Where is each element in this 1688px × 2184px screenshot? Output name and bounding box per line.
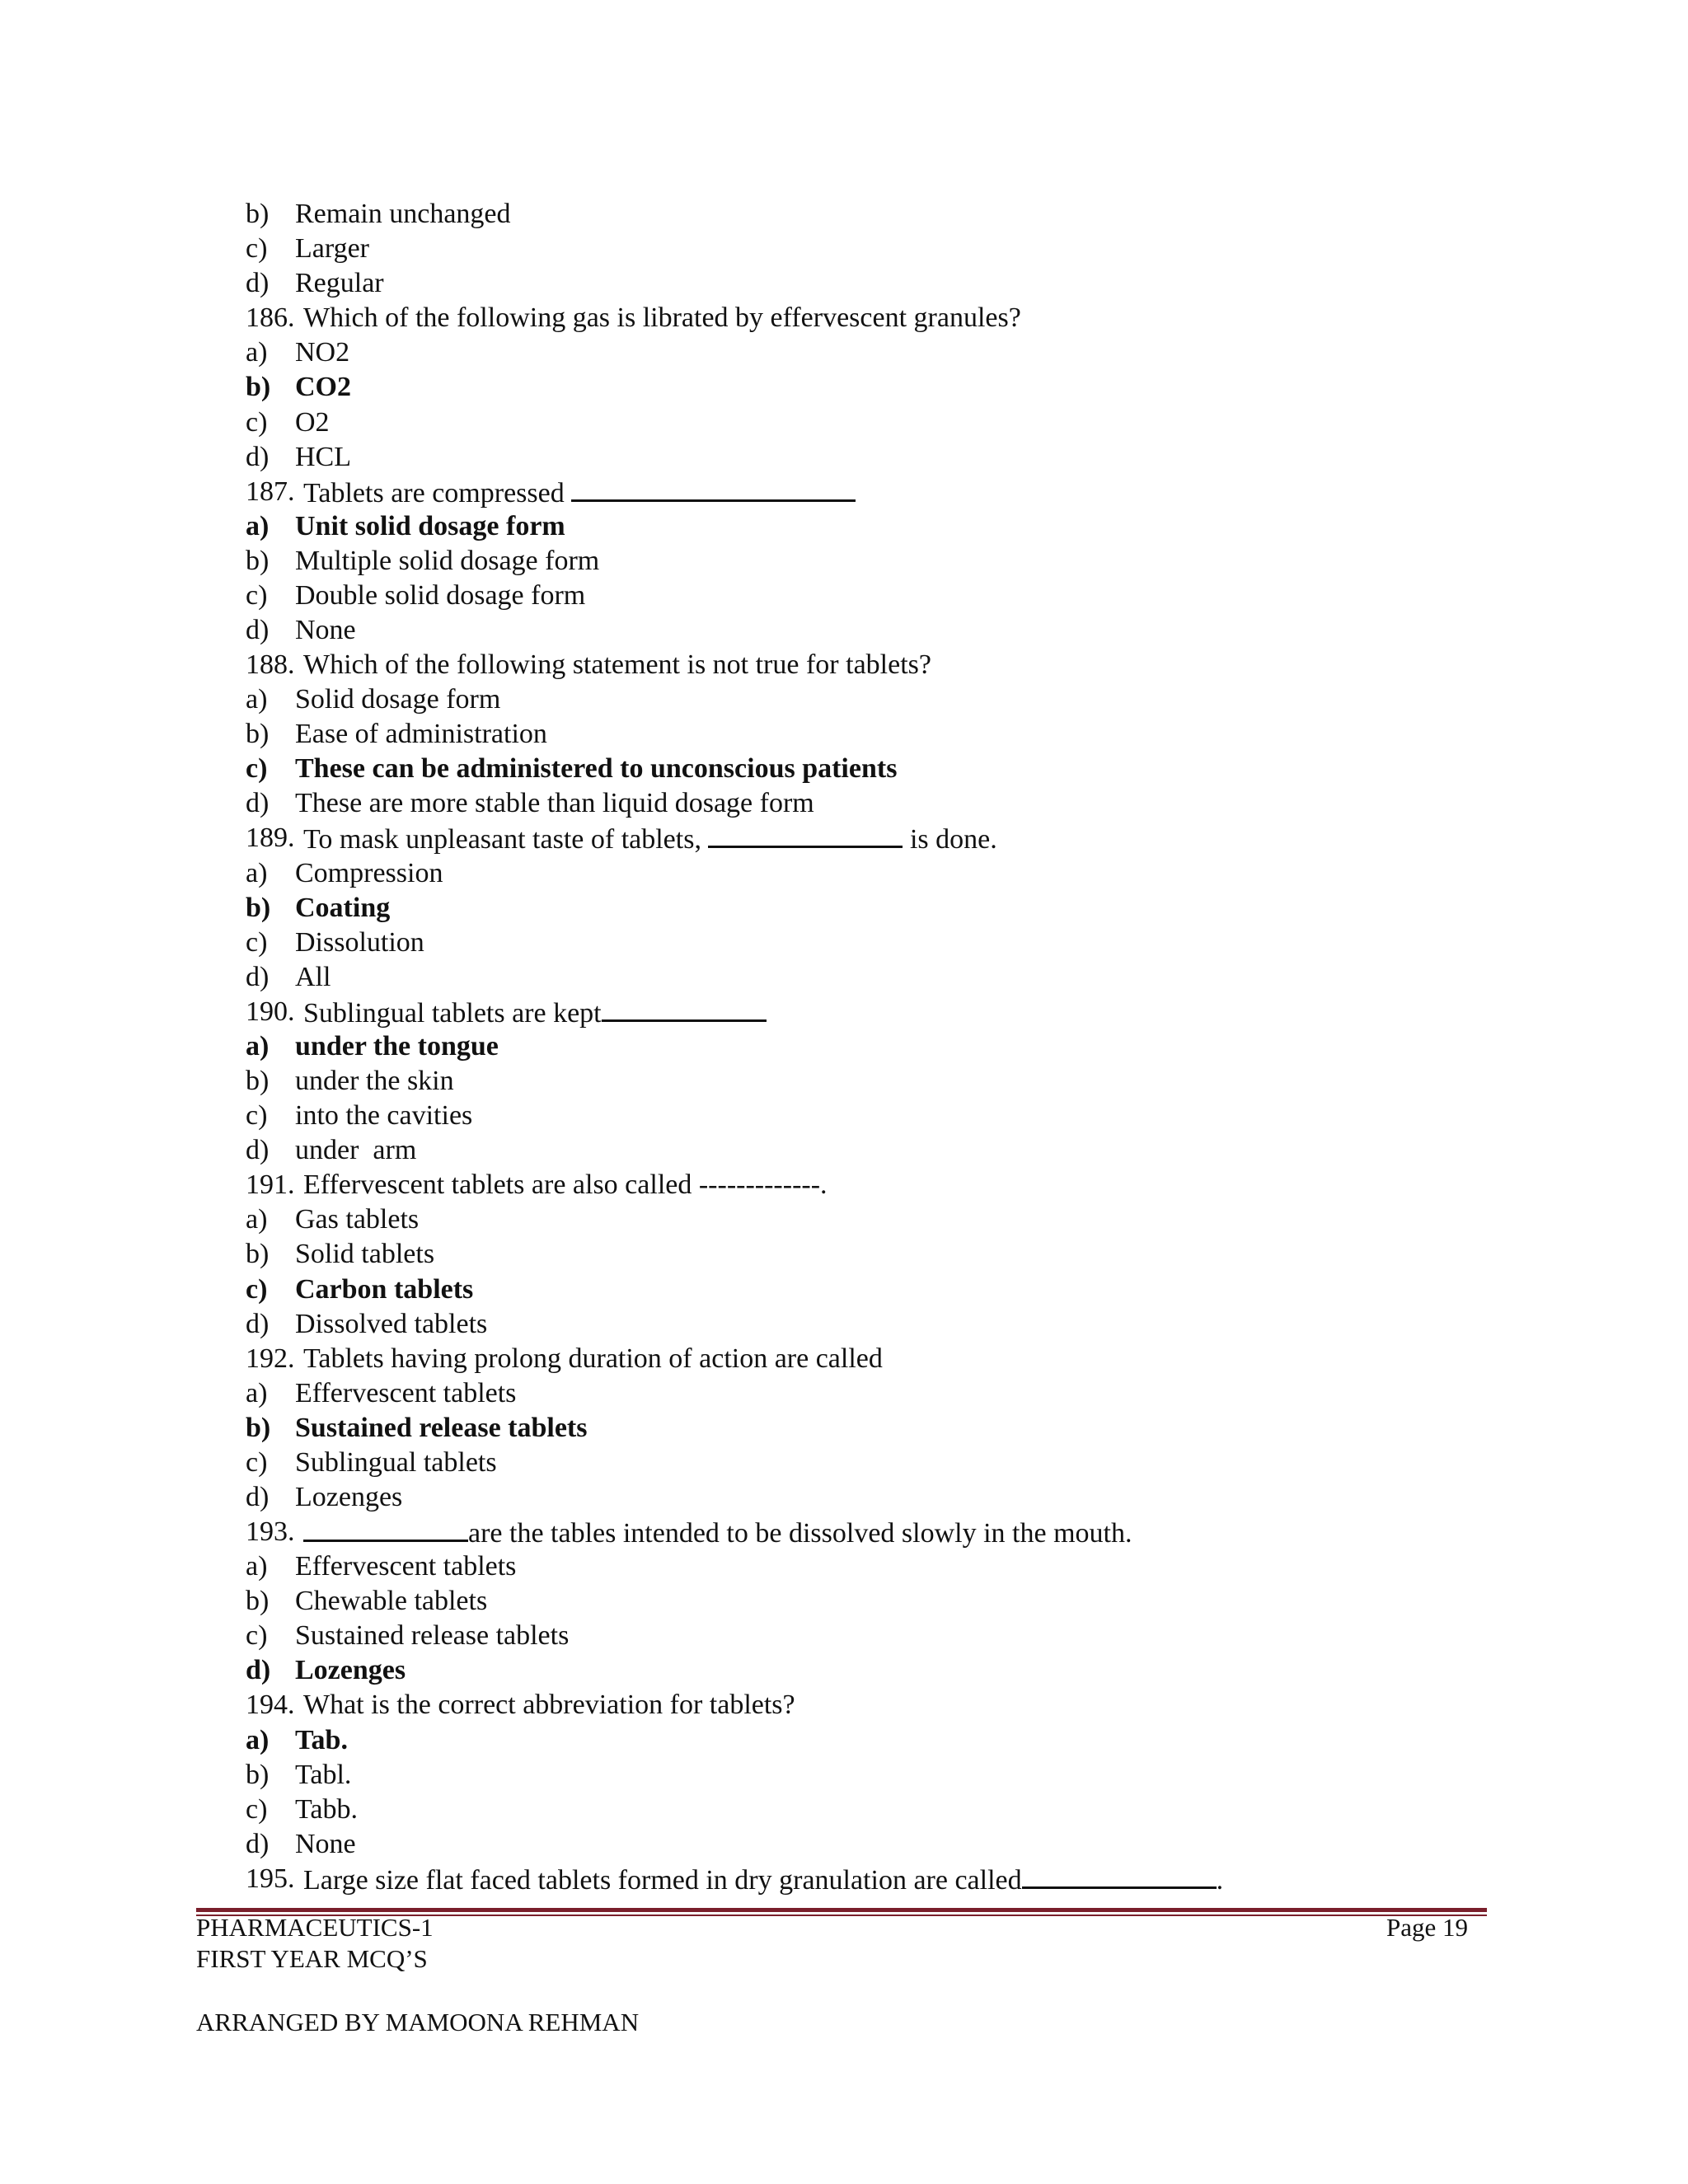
option-text: into the cavities <box>295 1100 473 1132</box>
question-text-segment: Large size flat faced tablets formed in dry granulation are called <box>303 1864 1022 1896</box>
question-number: 189. <box>246 823 295 854</box>
option-label: b) <box>246 372 271 403</box>
option-label: b) <box>246 1759 270 1790</box>
question-text <box>303 1168 828 1202</box>
option-label: b) <box>246 1586 270 1617</box>
question-text <box>303 1515 1132 1551</box>
option-label: b) <box>246 1412 271 1443</box>
question-number: 194. <box>246 1690 295 1721</box>
footer-subject: PHARMACEUTICS-1 <box>196 1913 434 1942</box>
correct-option-text: Lozenges <box>295 1655 406 1686</box>
option-label: b) <box>246 1066 270 1096</box>
option-label: a) <box>246 684 268 715</box>
question-number: 193. <box>246 1516 295 1547</box>
option-label: d) <box>246 788 270 819</box>
footer-page-number: Page 19 <box>1386 1913 1469 1942</box>
question-text <box>303 821 997 857</box>
option-label: c) <box>246 753 268 785</box>
fill-in-blank <box>571 475 856 502</box>
option-label: c) <box>246 1273 268 1305</box>
option-text: Regular <box>295 268 384 299</box>
question-text-segment: are the tables intended to be dissolved slowly in the mouth. <box>468 1518 1132 1549</box>
question-text-segment: Tablets are compressed <box>303 477 572 509</box>
fill-in-blank <box>708 821 903 848</box>
option-text: NO2 <box>295 337 350 368</box>
question-text <box>303 475 856 511</box>
fill-in-blank <box>602 995 767 1022</box>
question-text-segment: . <box>1216 1864 1224 1896</box>
option-label: c) <box>246 1446 268 1478</box>
option-text: Tabb. <box>295 1793 358 1825</box>
question-text <box>303 301 1021 335</box>
option-label: d) <box>246 441 270 472</box>
correct-option-text: Sustained release tablets <box>295 1412 588 1443</box>
option-label: c) <box>246 926 268 958</box>
option-label: c) <box>246 1620 268 1652</box>
option-label: a) <box>246 1724 270 1755</box>
correct-option-text: These can be administered to unconscious patients <box>295 753 898 785</box>
question-number: 186. <box>246 302 295 334</box>
option-text: Ease of administration <box>295 719 547 750</box>
option-text: Double solid dosage form <box>295 579 586 611</box>
fill-in-blank <box>1022 1862 1217 1889</box>
option-label: a) <box>246 337 268 368</box>
option-text: Solid tablets <box>295 1239 435 1270</box>
question-number: 190. <box>246 996 295 1027</box>
option-text: Tabl. <box>295 1759 352 1790</box>
question-text-segment: Which of the following gas is librated by effervescent granules? <box>303 302 1021 334</box>
option-text: under the skin <box>295 1066 454 1096</box>
option-label: a) <box>246 1377 268 1408</box>
option-text: Gas tablets <box>295 1204 420 1235</box>
option-text: Larger <box>295 233 369 265</box>
option-label: d) <box>246 1308 270 1339</box>
option-label: c) <box>246 406 268 438</box>
question-text <box>303 995 767 1031</box>
question-text-segment: Which of the following statement is not true for tablets? <box>303 649 931 680</box>
fill-in-blank <box>303 1515 468 1542</box>
option-label: d) <box>246 268 270 299</box>
option-text: Solid dosage form <box>295 684 501 715</box>
question-text <box>303 1688 795 1722</box>
option-text: Effervescent tablets <box>295 1377 517 1408</box>
option-label: d) <box>246 961 270 992</box>
option-text: All <box>295 961 331 992</box>
option-text: Multiple solid dosage form <box>295 545 600 576</box>
option-text: O2 <box>295 406 330 438</box>
option-text: Sustained release tablets <box>295 1620 570 1652</box>
option-label: c) <box>246 1100 268 1132</box>
option-label: a) <box>246 1030 270 1062</box>
question-text-segment: is done. <box>903 824 997 855</box>
correct-option-text: Coating <box>295 892 391 923</box>
question-number: 188. <box>246 649 295 680</box>
correct-option-text: Tab. <box>295 1724 348 1755</box>
option-text: None <box>295 615 356 645</box>
question-text <box>303 648 931 682</box>
question-text <box>303 1342 883 1376</box>
option-label: b) <box>246 892 271 923</box>
option-text: Compression <box>295 857 443 888</box>
option-text: These are more stable than liquid dosage form <box>295 788 814 819</box>
option-text: Sublingual tablets <box>295 1446 497 1478</box>
option-label: d) <box>246 1135 270 1166</box>
option-label: d) <box>246 1828 270 1859</box>
option-label: a) <box>246 1204 268 1235</box>
question-number: 195. <box>246 1863 295 1894</box>
option-text: HCL <box>295 441 351 472</box>
option-label: c) <box>246 233 268 265</box>
option-text: Chewable tablets <box>295 1586 488 1617</box>
option-label: b) <box>246 1239 270 1270</box>
option-label: a) <box>246 857 268 888</box>
correct-option-text: Carbon tablets <box>295 1273 474 1305</box>
option-label: d) <box>246 1482 270 1512</box>
question-text <box>303 1862 1223 1898</box>
correct-option-text: CO2 <box>295 372 351 403</box>
option-label: c) <box>246 579 268 611</box>
option-label: b) <box>246 199 270 229</box>
question-number: 187. <box>246 476 295 507</box>
option-label: d) <box>246 1655 271 1686</box>
question-text-segment: Sublingual tablets are kept <box>303 997 602 1029</box>
question-number: 191. <box>246 1169 295 1201</box>
question-text-segment: Tablets having prolong duration of action are called <box>303 1343 883 1374</box>
option-text: Lozenges <box>295 1482 403 1512</box>
option-label: b) <box>246 719 270 750</box>
option-text: Dissolution <box>295 926 424 958</box>
option-label: b) <box>246 545 270 576</box>
option-label: c) <box>246 1793 268 1825</box>
option-text: Dissolved tablets <box>295 1308 488 1339</box>
question-text-segment: What is the correct abbreviation for tablets? <box>303 1690 795 1721</box>
option-label: a) <box>246 1551 268 1582</box>
correct-option-text: under the tongue <box>295 1030 499 1062</box>
option-text: under arm <box>295 1135 417 1166</box>
option-text: Remain unchanged <box>295 199 511 229</box>
option-text: None <box>295 1828 356 1859</box>
question-text-segment: To mask unpleasant taste of tablets, <box>303 824 709 855</box>
question-number: 192. <box>246 1343 295 1374</box>
option-label: d) <box>246 615 270 645</box>
option-label: a) <box>246 510 270 541</box>
option-text: Effervescent tablets <box>295 1551 517 1582</box>
footer-year: FIRST YEAR MCQ’S <box>196 1944 428 1973</box>
correct-option-text: Unit solid dosage form <box>295 510 565 541</box>
footer-author: ARRANGED BY MAMOONA REHMAN <box>196 2008 640 2036</box>
question-text-segment: Effervescent tablets are also called -------------. <box>303 1169 828 1201</box>
